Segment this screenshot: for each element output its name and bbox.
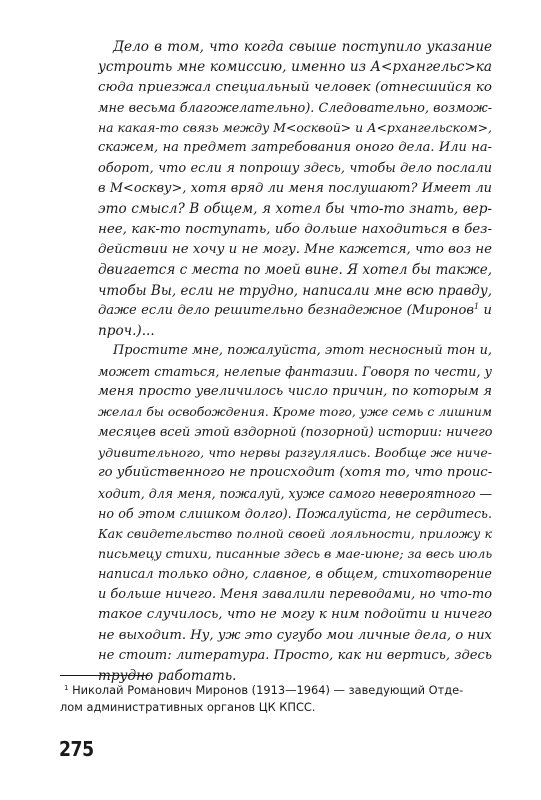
footnote-marker: 1 xyxy=(64,684,69,692)
text-line-content: удивительного, что нервы разгулялись. Вообще же ниче- xyxy=(98,444,492,460)
footnote-line-2: лом административных органов ЦК КПСС. xyxy=(60,700,316,714)
text-line xyxy=(98,443,492,463)
text-line-content: месяцев всей этой вздорной (позорной) истории: ничего xyxy=(98,424,492,440)
text-line-content: Как свидетельство полной своей лояльности, приложу к xyxy=(98,526,492,542)
text-line xyxy=(98,626,492,646)
text-line-content: написал только одно, славное, в общем, стихотворение xyxy=(98,566,492,582)
text-line xyxy=(98,179,492,199)
text-line-content: трудно работать. xyxy=(98,668,237,685)
text-line xyxy=(98,301,492,321)
page-number: 275 xyxy=(59,737,94,761)
text-line xyxy=(98,57,492,77)
text-line-content: может статься, нелепые фантазии. Говоря по чести, у xyxy=(98,363,492,379)
text-line-content: устроить мне комиссию, именно из А<рхангельс>ка xyxy=(98,59,492,76)
text-line-content: и больше ничего. Меня завалили переводами, но что-то xyxy=(98,587,492,603)
text-line-content: не стоит: литература. Просто, как ни вертись, здесь xyxy=(98,647,492,663)
text-line-content: это смысл? В общем, я хотел бы что-то знать, вер- xyxy=(98,201,492,218)
text-line xyxy=(98,646,492,666)
text-line xyxy=(98,544,492,564)
text-line-content: мне весьма благожелательно). Следовательно, возмож- xyxy=(98,99,492,115)
footnote-reference: 1 xyxy=(474,301,480,311)
text-line xyxy=(98,382,492,402)
text-line-content: действии не хочу и не могу. Мне кажется, что воз не xyxy=(98,241,492,257)
text-line xyxy=(98,98,492,118)
text-line-content: двигается с места по моей вине. Я хотел бы также, xyxy=(98,262,492,279)
text-line xyxy=(98,281,492,301)
text-line xyxy=(98,240,492,260)
text-line xyxy=(98,341,492,361)
text-line-content: Простите мне, пожалуйста, этот несносный тон и, xyxy=(113,343,492,359)
text-line xyxy=(98,321,492,341)
text-line-content: в М<оскву>, хотя вряд ли меня послушают? Имеет ли xyxy=(98,181,492,197)
text-line xyxy=(98,362,492,382)
text-line xyxy=(98,220,492,240)
text-line-content: нее, как-то поступать, ибо дольше находиться в без- xyxy=(98,221,492,237)
text-line-content: чтобы Вы, если не трудно, написали мне всю правду, xyxy=(98,282,492,299)
text-line-content: ходит, для меня, пожалуй, хуже самого невероятного — xyxy=(98,485,492,501)
text-line xyxy=(98,37,492,57)
text-line-content: даже если дело решительно безнадежное (Миронов xyxy=(98,302,475,318)
text-line-content: сюда приезжал специальный человек (отнесшийся ко xyxy=(98,79,492,95)
text-line-content: Дело в том, что когда свыше поступило указание xyxy=(113,39,492,55)
text-line-content: оборот, что если я попрошу здесь, чтобы дело послали xyxy=(98,160,492,176)
text-line-tail: и xyxy=(479,302,492,318)
letter-body-text xyxy=(98,37,492,687)
text-line xyxy=(98,260,492,280)
text-line-content: меня просто увеличилось число причин, по которым я xyxy=(98,384,492,400)
text-line-content: не выходит. Ну, уж это сугубо мои личные дела, о них xyxy=(98,627,492,643)
text-line xyxy=(98,118,492,138)
text-line xyxy=(98,605,492,625)
footnote-text-1: Николай Романович Миронов (1913—1964) — заведующий Отде- xyxy=(68,683,464,697)
text-line-content: желал бы освобождения. Кроме того, уже семь с лишним xyxy=(98,405,492,420)
text-line xyxy=(98,524,492,544)
text-line xyxy=(98,199,492,219)
footnote xyxy=(60,682,494,716)
text-line-content: такое случилось, что не могу к ним подойти и ничего xyxy=(98,607,492,623)
text-line-content: на какая-то связь между М<осквой> и А<рхангельском>, xyxy=(98,120,492,136)
text-line-content: го убийственного не происходит (хотя то, что проис- xyxy=(98,465,492,481)
text-line-content: скажем, на предмет затребования оного дела. Или на- xyxy=(98,140,492,156)
text-line xyxy=(98,138,492,158)
text-line xyxy=(98,504,492,524)
text-line-content: но об этом слишком долго). Пожалуйста, не сердитесь. xyxy=(98,505,492,521)
text-line xyxy=(98,159,492,179)
footnote-separator xyxy=(60,675,150,676)
text-line xyxy=(98,565,492,585)
text-line-content: проч.)... xyxy=(98,323,155,340)
text-line xyxy=(98,423,492,443)
text-line xyxy=(98,78,492,98)
text-line xyxy=(98,463,492,483)
text-line-content: письмецу стихи, писанные здесь в мае-июне; за весь июль xyxy=(98,546,492,562)
text-line xyxy=(98,484,492,504)
text-line xyxy=(98,402,492,422)
footnote-line-1 xyxy=(60,682,494,699)
text-line xyxy=(98,585,492,605)
